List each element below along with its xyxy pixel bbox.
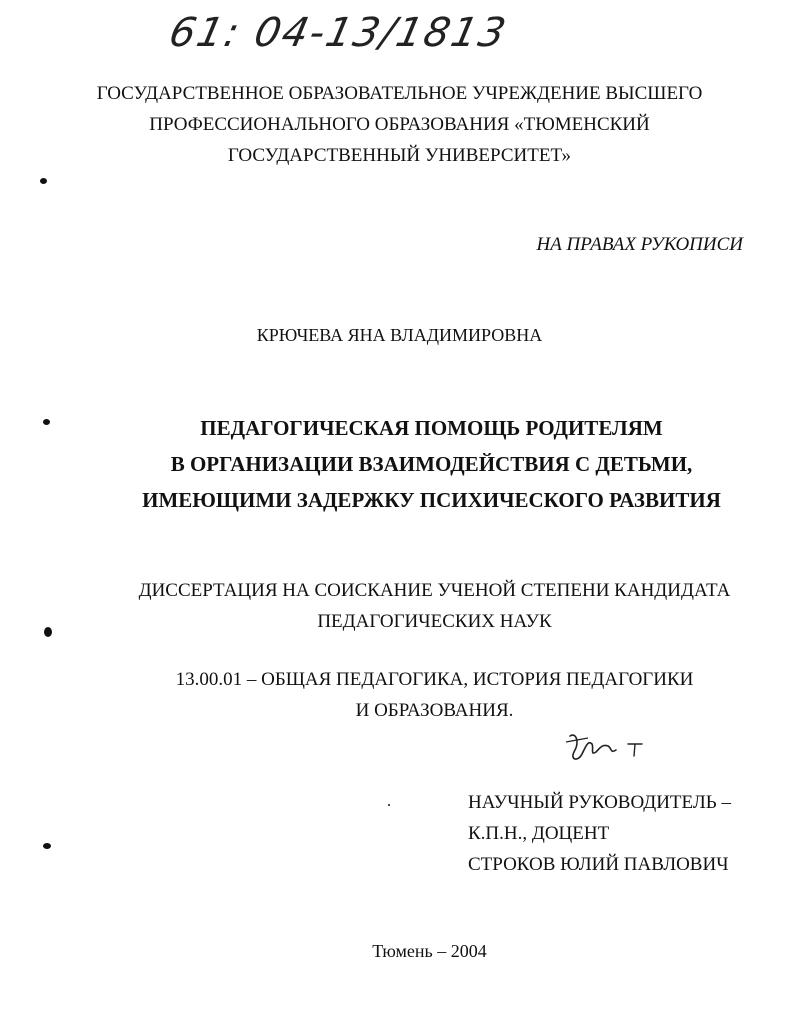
- title-line-2: В ОРГАНИЗАЦИИ ВЗАИМОДЕЙСТВИЯ С ДЕТЬМИ,: [170, 452, 693, 476]
- scan-speck: [43, 843, 51, 849]
- institution-line-2: ПРОФЕССИОНАЛЬНОГО ОБРАЗОВАНИЯ «ТЮМЕНСКИЙ: [149, 114, 650, 135]
- dissertation-title: [32, 410, 799, 518]
- scan-speck: [44, 627, 52, 637]
- archive-number-stamp: [165, 8, 512, 58]
- institution-line-3: ГОСУДАРСТВЕННЫЙ УНИВЕРСИТЕТ»: [227, 145, 572, 166]
- specialty-line-2: И ОБРАЗОВАНИЯ.: [355, 700, 514, 721]
- archive-number-text: 61: 04-13/1813: [165, 10, 512, 56]
- institution-line-1: ГОСУДАРСТВЕННОЕ ОБРАЗОВАТЕЛЬНОЕ УЧРЕЖДЕНИЕ ВЫСШЕГО: [96, 83, 703, 104]
- title-line-3: ИМЕЮЩИМИ ЗАДЕРЖКУ ПСИХИЧЕСКОГО РАЗВИТИЯ: [142, 488, 721, 512]
- scan-speck: [40, 178, 47, 184]
- rights-note: НА ПРАВАХ РУКОПИСИ: [536, 234, 743, 255]
- title-line-1: ПЕДАГОГИЧЕСКАЯ ПОМОЩЬ РОДИТЕЛЯМ: [200, 416, 663, 440]
- supervisor-name: СТРОКОВ ЮЛИЙ ПАВЛОВИЧ: [468, 854, 729, 875]
- specialty-line-1: 13.00.01 – ОБЩАЯ ПЕДАГОГИКА, ИСТОРИЯ ПЕДАГОГИКИ: [175, 669, 694, 690]
- degree-line-2: ПЕДАГОГИЧЕСКИХ НАУК: [317, 611, 552, 632]
- scan-speck: [43, 419, 50, 425]
- degree-statement: [35, 575, 799, 637]
- supervisor-block: [468, 787, 731, 880]
- supervisor-role: НАУЧНЫЙ РУКОВОДИТЕЛЬ –: [468, 792, 731, 813]
- institution-header: [0, 78, 799, 171]
- author-name: КРЮЧЕВА ЯНА ВЛАДИМИРОВНА: [256, 325, 543, 345]
- signature-mark: [558, 722, 658, 772]
- supervisor-degree: К.П.Н., ДОЦЕНТ: [468, 823, 610, 844]
- city-year: Тюмень – 2004: [372, 941, 487, 961]
- degree-line-1: ДИССЕРТАЦИЯ НА СОИСКАНИЕ УЧЕНОЙ СТЕПЕНИ КАНДИДАТА: [138, 580, 731, 601]
- specialty-code: [35, 664, 799, 726]
- scan-speck: [388, 804, 390, 806]
